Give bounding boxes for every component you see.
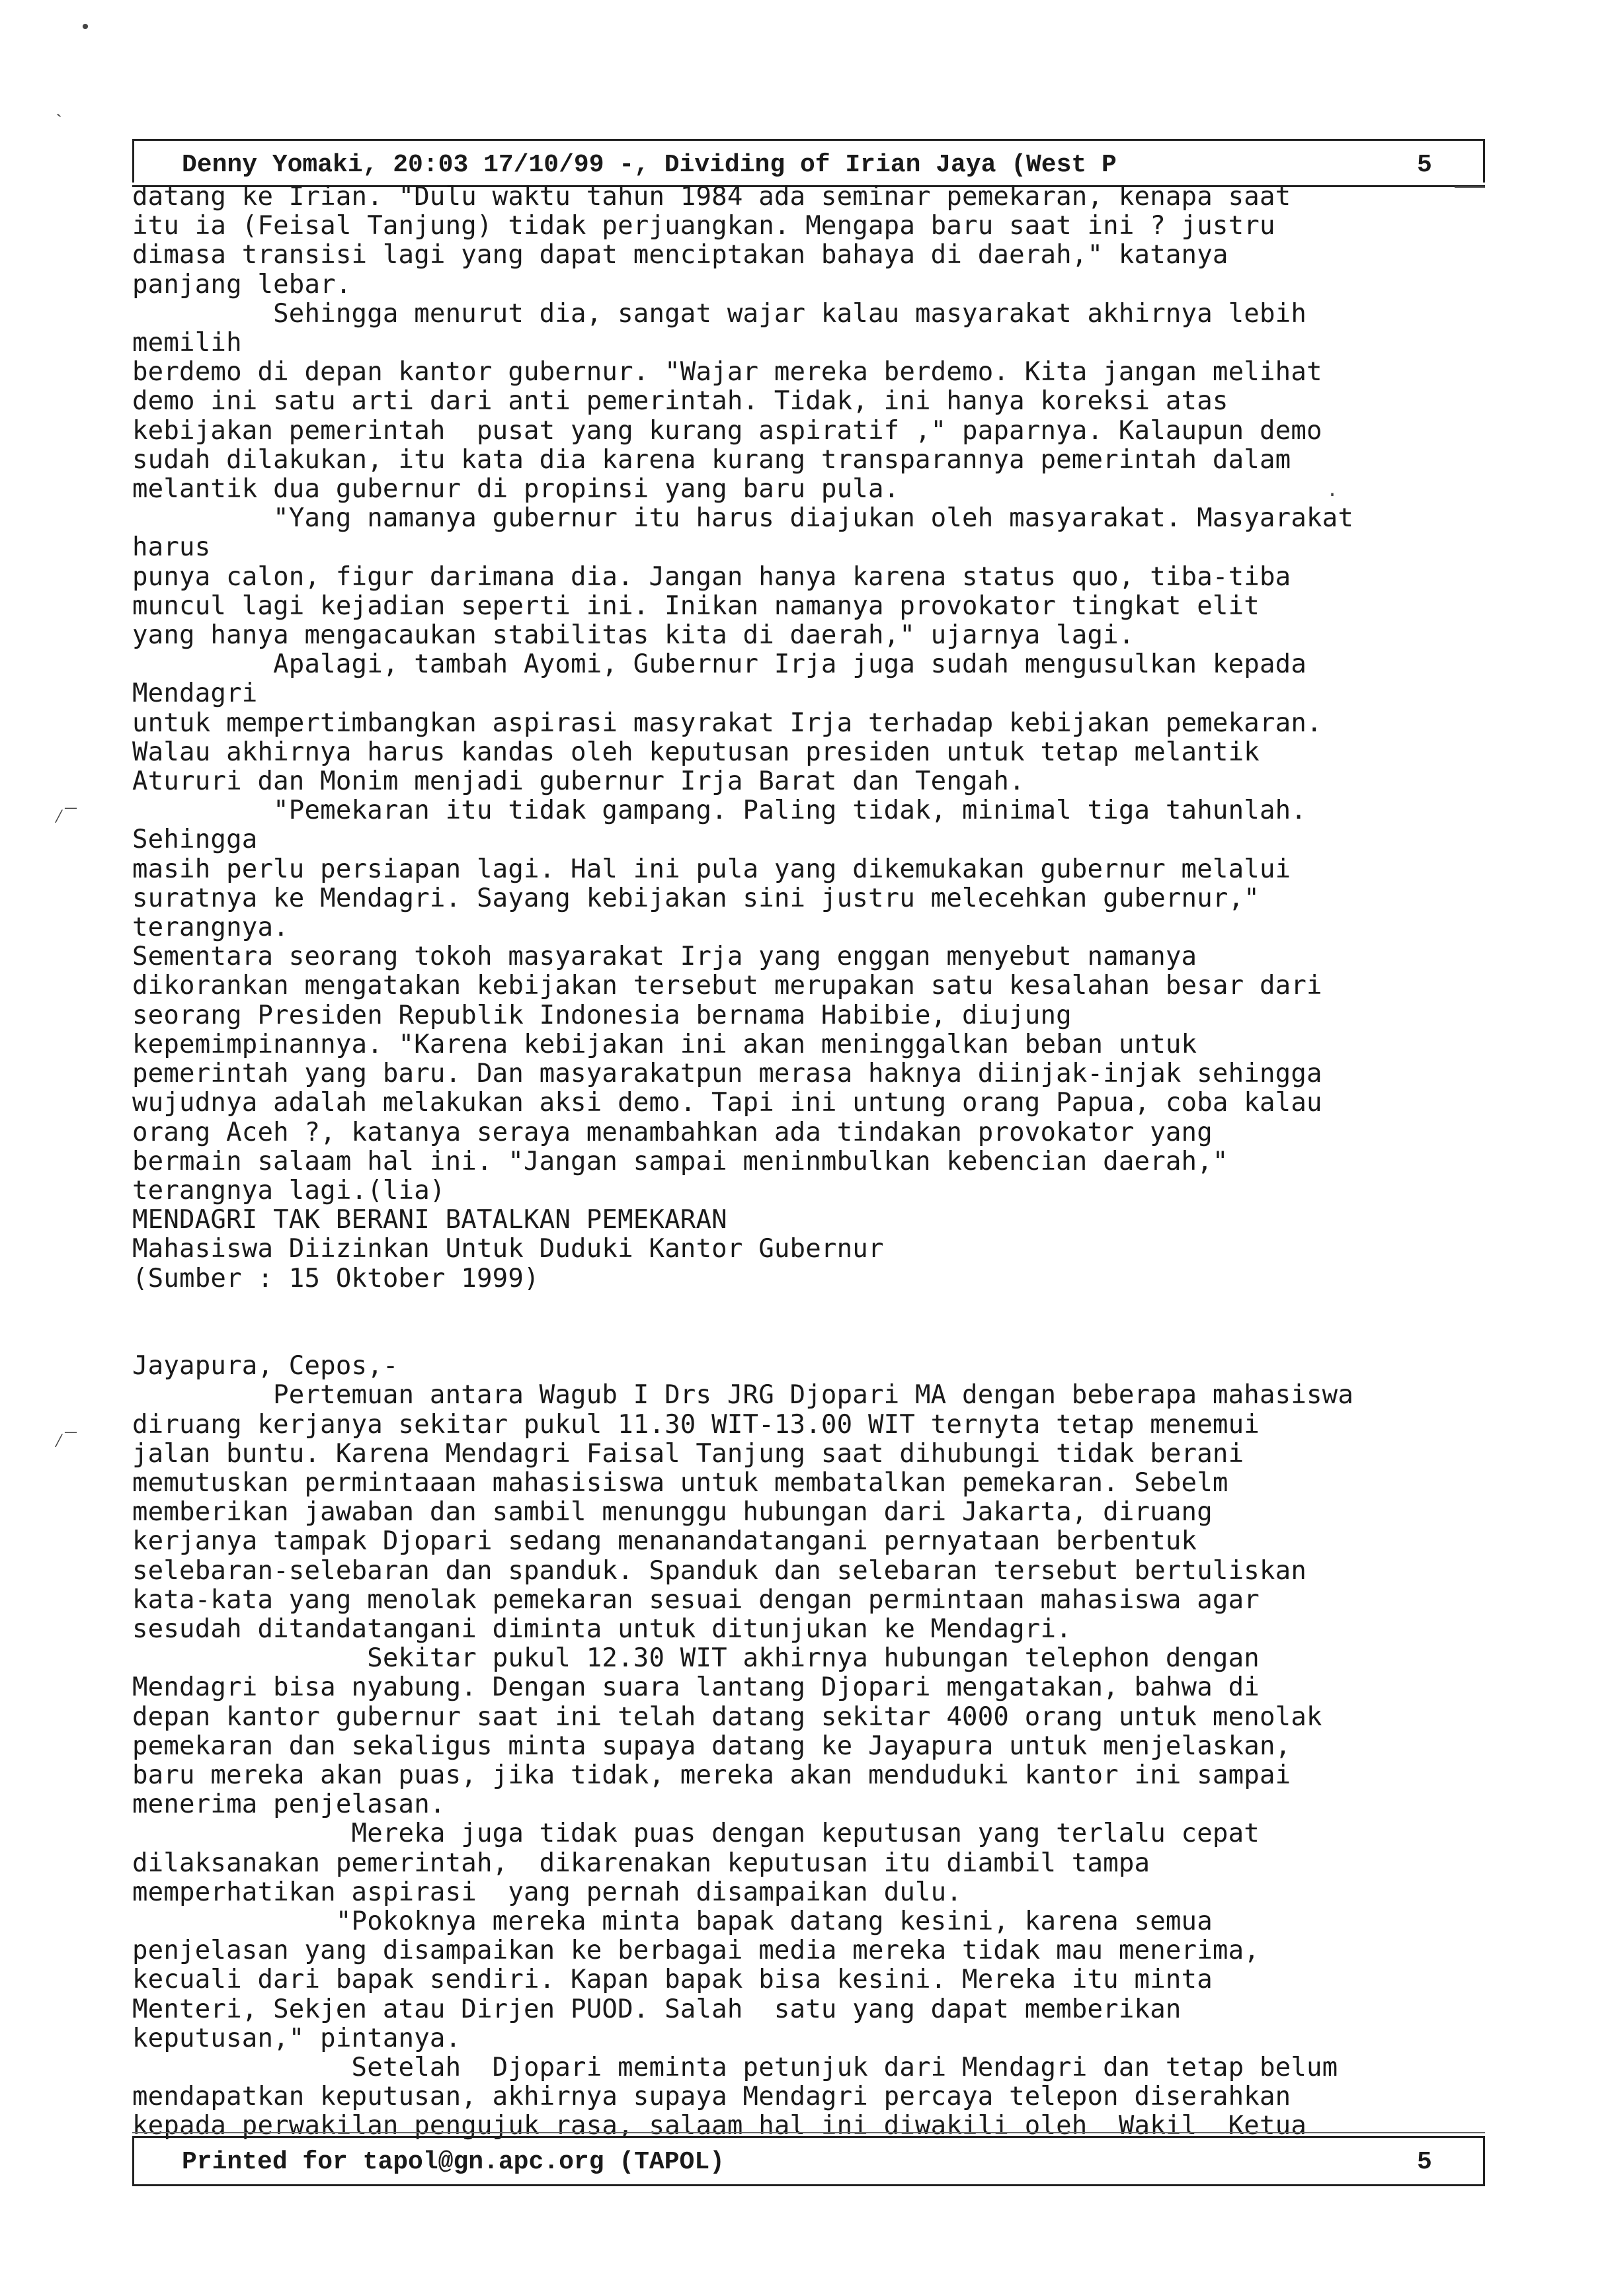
text-line: datang ke Irian. "Dulu waktu tahun 1984 ada seminar pemekaran, kenapa saat [132,182,1291,212]
text-line: memilih [132,328,242,358]
text-line: dilaksanakan pemerintah, dikarenakan keputusan itu diambil tampa [132,1848,1150,1878]
text-line: muncul lagi kejadian seperti ini. Inikan namanya provokator tingkat elit [132,591,1260,621]
header-page-number: 5 [1417,151,1432,179]
text-line: (Sumber : 15 Oktober 1999) [132,1263,540,1293]
text-line: demo ini satu arti dari anti pemerintah. Tidak, ini hanya koreksi atas [132,386,1228,417]
text-line: "Yang namanya gubernur itu harus diajukan oleh masyarakat. Masyarakat [132,503,1354,534]
text-line: penjelasan yang disampaikan ke berbagai media mereka tidak mau menerima, [132,1936,1260,1966]
text-line [132,1293,1474,1323]
text-line: selebaran-selebaran dan spanduk. Spanduk dan selebaran tersebut bertuliskan [132,1555,1306,1586]
text-line: orang Aceh ?, katanya seraya menambahkan ada tindakan provokator yang [132,1117,1213,1147]
page-header [132,139,1485,183]
text-line: sudah dilakukan, itu kata dia karena kurang transparannya pemerintah dalam [132,444,1291,475]
text-line [132,1323,1474,1352]
text-line: "Pokoknya mereka minta bapak datang kesini, karena semua [132,1906,1213,1936]
text-line: memutuskan permintaaan mahasisiswa untuk membatalkan pemekaran. Sebelm [132,1467,1228,1498]
text-line: harus [132,532,211,563]
text-line: pemekaran dan sekaligus minta supaya datang ke Jayapura untuk menjelaskan, [132,1731,1291,1761]
text-line: Sementara seorang tokoh masyarakat Irja yang enggan menyebut namanya [132,942,1197,972]
text-line: MENDAGRI TAK BERANI BATALKAN PEMEKARAN [132,1205,727,1235]
text-line: yang hanya mengacaukan stabilitas kita di daerah," ujarnya lagi. [132,620,1135,651]
text-line: kebijakan pemerintah pusat yang kurang aspiratif ," paparnya. Kalaupun demo [132,415,1322,446]
text-line: kepemimpinannya. "Karena kebijakan ini akan meninggalkan beban untuk [132,1029,1197,1059]
footer-page-number: 5 [1417,2148,1432,2176]
text-line: terangnya. [132,913,289,943]
text-line: Menteri, Sekjen atau Dirjen PUOD. Salah satu yang dapat memberikan [132,1994,1182,2024]
scan-speck: · [1326,484,1339,507]
text-line: kepada perwakilan pengujuk rasa, salaam hal ini diwakili oleh Wakil Ketua [132,2111,1306,2141]
footer-printed-for: Printed for tapol@gn.apc.org (TAPOL) [182,2148,725,2176]
text-line: dikorankan mengatakan kebijakan tersebut merupakan satu kesalahan besar dari [132,971,1322,1001]
scan-speck: ` [53,112,65,135]
text-line: bermain salaam hal ini. "Jangan sampai meninmbulkan kebencian daerah," [132,1146,1228,1176]
text-line: Mendagri [132,678,258,709]
text-line: Jayapura, Cepos,- [132,1351,399,1381]
text-line: keputusan," pintanya. [132,2023,462,2053]
text-line: itu ia (Feisal Tanjung) tidak perjuangkan. Mengapa baru saat ini ? justru [132,211,1275,241]
scan-speck: ⁄‾ [53,1431,77,1454]
text-line: "Pemekaran itu tidak gampang. Paling tidak, minimal tiga tahunlah. [132,796,1306,826]
text-line: Mereka juga tidak puas dengan keputusan yang terlalu cepat [132,1819,1260,1849]
text-line: Pertemuan antara Wagub I Drs JRG Djopari MA dengan beberapa mahasiswa [132,1380,1354,1411]
text-line: melantik dua gubernur di propinsi yang baru pula. [132,474,900,505]
text-line: masih perlu persiapan lagi. Hal ini pula yang dikemukakan gubernur melalui [132,854,1291,884]
text-line: Sehingga menurut dia, sangat wajar kalau masyarakat akhirnya lebih [132,298,1306,329]
text-line: kecuali dari bapak sendiri. Kapan bapak bisa kesini. Mereka itu minta [132,1965,1213,1995]
text-line: panjang lebar. [132,269,352,300]
text-line: kata-kata yang menolak pemekaran sesuai dengan permintaan mahasiswa agar [132,1584,1260,1615]
footer-top-rule [132,2132,1485,2133]
text-line: Sehingga [132,825,258,855]
text-line: Apalagi, tambah Ayomi, Gubernur Irja juga sudah mengusulkan kepada [132,649,1306,680]
text-line: Mahasiswa Diizinkan Untuk Duduki Kantor Gubernur [132,1234,884,1264]
article-body [132,183,1474,2141]
text-line: menerima penjelasan. [132,1789,446,1820]
scan-speck: • [79,17,92,40]
page-footer [132,2136,1485,2186]
text-line: punya calon, figur darimana dia. Jangan hanya karena status quo, tiba-tiba [132,561,1291,592]
text-line: wujudnya adalah melakukan aksi demo. Tapi ini untung orang Papua, coba kalau [132,1088,1322,1118]
text-line: depan kantor gubernur saat ini telah datang sekitar 4000 orang untuk menolak [132,1702,1322,1732]
text-line: Mendagri bisa nyabung. Dengan suara lantang Djopari mengatakan, bahwa di [132,1672,1260,1703]
text-line: sesudah ditandatangani diminta untuk ditunjukan ke Mendagri. [132,1614,1072,1644]
text-line: suratnya ke Mendagri. Sayang kebijakan sini justru melecehkan gubernur," [132,883,1260,913]
text-line: dimasa transisi lagi yang dapat menciptakan bahaya di daerah," katanya [132,240,1228,270]
text-line: jalan buntu. Karena Mendagri Faisal Tanjung saat dihubungi tidak berani [132,1438,1244,1469]
text-line: baru mereka akan puas, jika tidak, mereka akan menduduki kantor ini sampai [132,1760,1291,1790]
text-line: memberikan jawaban dan sambil menunggu hubungan dari Jakarta, diruang [132,1497,1213,1528]
text-line: seorang Presiden Republik Indonesia bernama Habibie, diujung [132,1000,1072,1030]
text-line: kerjanya tampak Djopari sedang menanandatangani pernyataan berbentuk [132,1526,1197,1557]
text-line: memperhatikan aspirasi yang pernah disampaikan dulu. [132,1877,963,1907]
text-line: terangnya lagi.(lia) [132,1175,446,1206]
text-line: mendapatkan keputusan, akhirnya supaya Mendagri percaya telepon diserahkan [132,2082,1291,2112]
text-line: diruang kerjanya sekitar pukul 11.30 WIT-13.00 WIT ternyta tetap menemui [132,1409,1260,1440]
text-line: Walau akhirnya harus kandas oleh keputusan presiden untuk tetap melantik [132,737,1260,767]
text-line: Atururi dan Monim menjadi gubernur Irja Barat dan Tengah. [132,766,1025,797]
header-title: Denny Yomaki, 20:03 17/10/99 -, Dividing of Irian Jaya (West P [182,151,1117,179]
text-line: untuk mempertimbangkan aspirasi masyrakat Irja terhadap kebijakan pemekaran. [132,708,1322,738]
text-line: berdemo di depan kantor gubernur. "Wajar mereka berdemo. Kita jangan melihat [132,357,1322,388]
text-line: Setelah Djopari meminta petunjuk dari Mendagri dan tetap belum [132,2053,1338,2082]
text-line: pemerintah yang baru. Dan masyarakatpun merasa haknya diinjak-injak sehingga [132,1059,1322,1089]
scan-speck: ⁄‾ [53,807,77,829]
text-line: Sekitar pukul 12.30 WIT akhirnya hubungan telephon dengan [132,1643,1260,1674]
